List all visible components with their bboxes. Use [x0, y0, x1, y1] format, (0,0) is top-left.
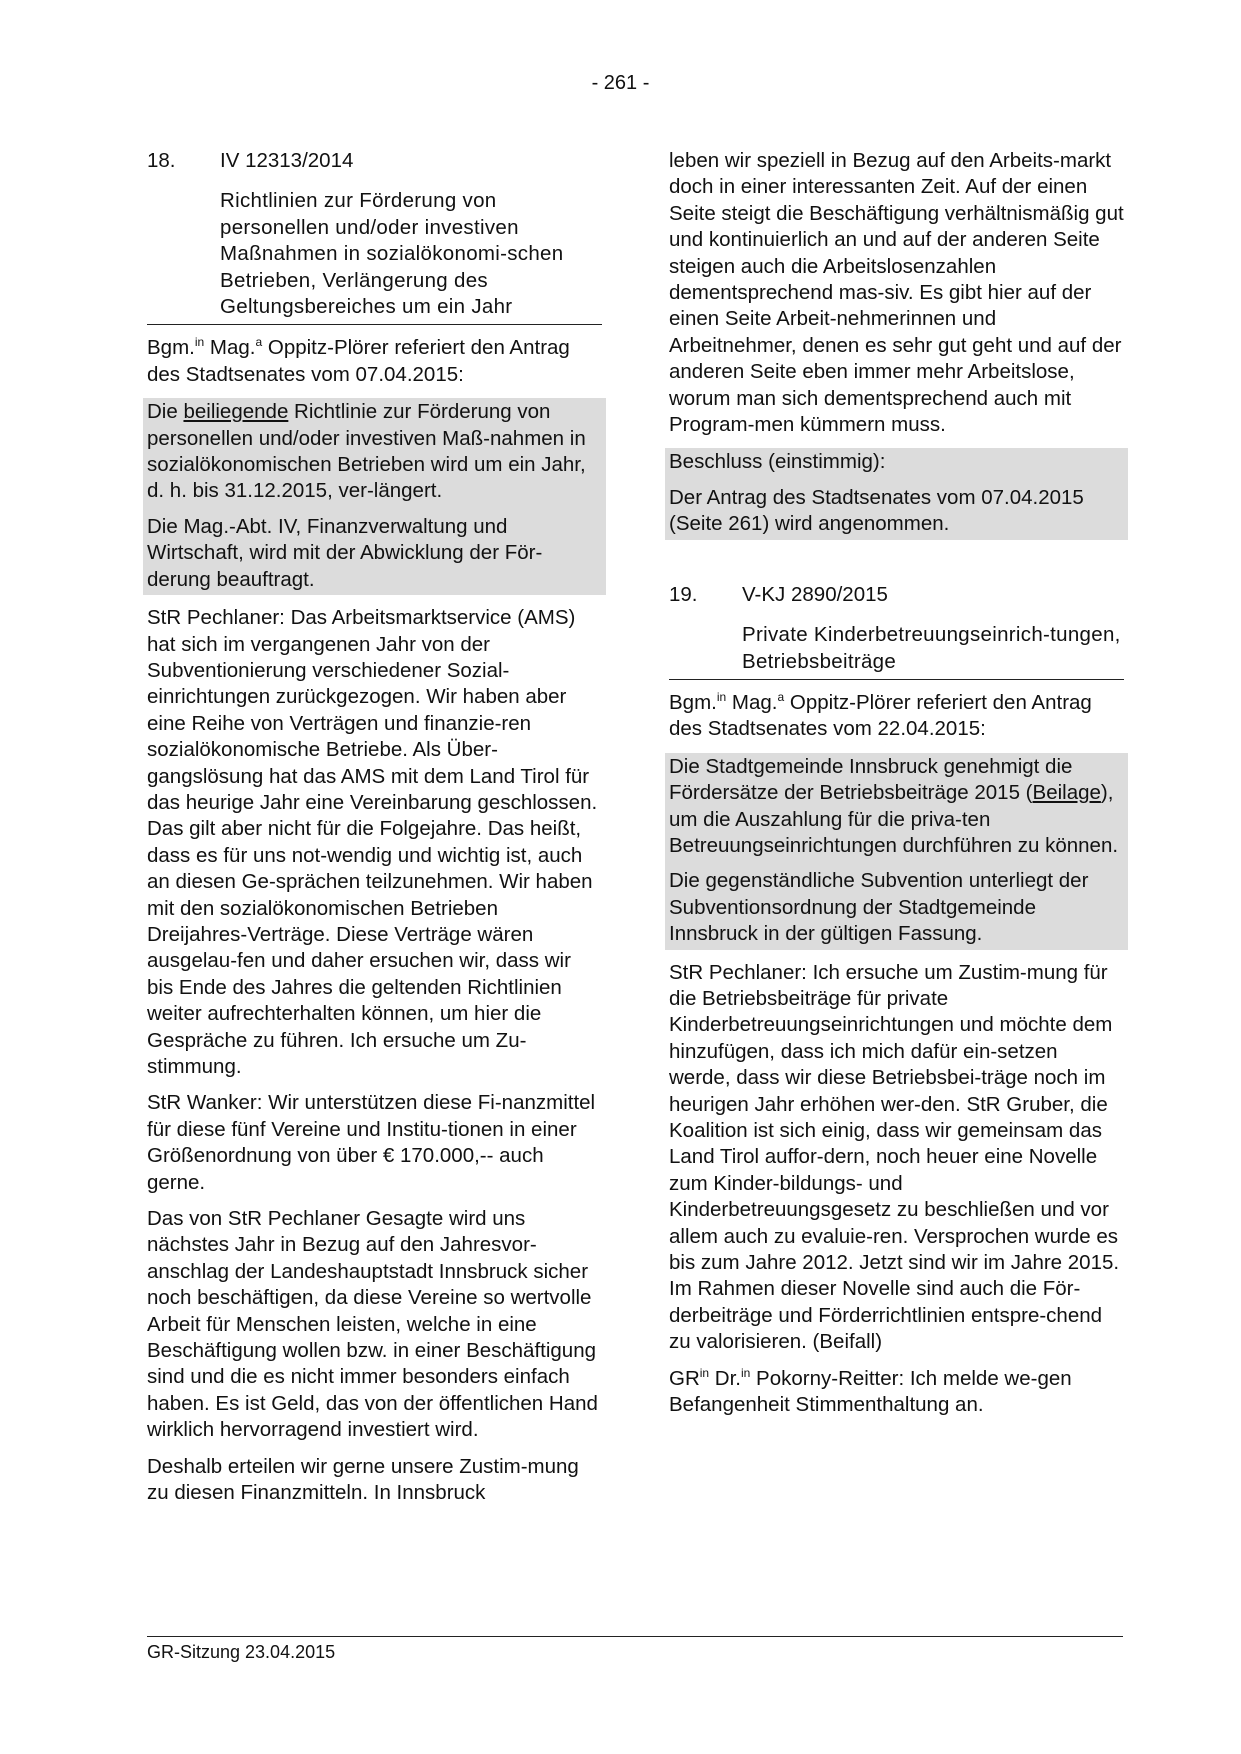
left-column: [147, 148, 602, 1517]
item-19-number: 19.: [669, 582, 698, 606]
item-18-ref: IV 12313/2014: [220, 149, 354, 172]
attachment-link[interactable]: beiliegende: [183, 400, 289, 424]
item-18-intro: Bgm.$^{in}$ Mag.$^a$ Oppitz-Plörer referiert den Antrag des Stadtsenates vom 07.04.2015:: [147, 335, 570, 386]
item-19-title: Private Kinderbetreuungseinrich-tungen, Betriebsbeiträge: [742, 623, 1121, 673]
item-19-divider: [669, 679, 1124, 680]
item-19-speech-pokorny-reitter: $GR^{in}$ Dr.$^{in}$ Pokorny-Reitter: Ich melde we-gen Befangenheit Stimmenthaltung an.: [669, 1365, 1072, 1417]
item-18-speech-wanker-2: Das von StR Pechlaner Gesagte wird uns nächstes Jahr in Bezug auf den Jahresvor-anschlag der Landeshauptstadt Innsbruck sicher noch beschäftigen, da diese Vereine so wertvolle Arbeit für Menschen leisten, welche in eine Beschäftigung wollen bzw. in einer Beschäftigung sind und die es nicht immer besonders einfach haben. Es ist Geld, das von der öffentlichen Hand wirklich hervorragend investiert wird.: [147, 1207, 598, 1442]
item-19-speech-pechlaner: StR Pechlaner: Ich ersuche um Zustim-mung für die Betriebsbeiträge für private Kinderbetreuungseinrichtungen und möchte dem hinzufügen, dass ich mich dafür ein-setzen werde, dass wir diese Betriebsbei-träge noch im heurigen Jahr erhöhen wer-den. StR Gruber, die Koalition ist sich einig, dass wir gemeinsam das Land Tirol auffor-dern, noch heuer eine Novelle zum Kinder-bildungs- und Kinderbetreuungsgesetz zu beschließen und vor allem auch zu evaluie-ren. Versprochen wurde es bis zum Jahre 2012. Jetzt sind wir im Jahre 2015. Im Rahmen dieser Novelle sind auch die För-derbeiträge und Förderrichtlinien entspre-chend zu valorisieren. (Beifall): [669, 960, 1120, 1354]
resolution-label: Beschluss (einstimmig):: [665, 448, 1128, 477]
item-18-speech-wanker-1: StR Wanker: Wir unterstützen diese Fi-nanzmittel für diese fünf Vereine und Institu-tionen in einer Größenordnung von über € 170.000,-- auch gerne.: [147, 1091, 596, 1194]
item-18-number: 18.: [147, 149, 176, 172]
item-19-motion-2: Die gegenständliche Subvention unterliegt der Subventionsordnung der Stadtgemeinde Innsbruck in der gültigen Fassung.: [665, 861, 1128, 949]
item-18-title: Richtlinien zur Förderung von personellen und/oder investiven Maßnahmen in sozialökonomi-schen Betrieben, Verlängerung des Geltungsbereiches um ein Jahr: [220, 189, 564, 319]
item-19-header: [669, 582, 1124, 608]
item-18-resolution-block: [669, 448, 1124, 539]
item-18-motion-1: Die beiliegende Richtlinie zur Förderung von personellen und/oder investiven Maß-nahmen in sozialökonomischen Betrieben wird um ein Jahr, d. h. bis 31.12.2015, ver-längert.: [143, 398, 606, 507]
item-18-divider: [147, 324, 602, 325]
item-18-speech-continued: leben wir speziell in Bezug auf den Arbeits-markt doch in einer interessanten Zeit. Auf der einen Seite steigt die Beschäftigung verhältnismäßig gut und kontinuierlich an und auf der anderen Seite steigen auch die Arbeitslosenzahlen dementsprechend mas-siv. Es gibt hier auf der einen Seite Arbeit-nehmerinnen und Arbeitnehmer, denen es sehr gut geht und auf der anderen Seite eben immer mehr Arbeitslose, worum man sich dementsprechend auch mit Program-men kümmern muss.: [669, 149, 1124, 437]
item-19-motion-block: [669, 753, 1124, 950]
attachment-link[interactable]: Beilage: [1032, 781, 1101, 805]
item-18-header: [147, 148, 602, 174]
item-19-motion-1: Die Stadtgemeinde Innsbruck genehmigt die Fördersätze der Betriebsbeiträge 2015 (Beilage), um die Auszahlung für die priva-ten Betreuungseinrichtungen durchführen zu können.: [665, 753, 1128, 862]
item-18-motion-2: Die Mag.-Abt. IV, Finanzverwaltung und Wirtschaft, wird mit der Abwicklung der För-derung beauftragt.: [143, 507, 606, 595]
item-18-speech-wanker-3: Deshalb erteilen wir gerne unsere Zustim-mung zu diesen Finanzmitteln. In Innsbruck: [147, 1454, 579, 1505]
item-19-intro: Bgm.$^{in}$ Mag.$^a$ Oppitz-Plörer referiert den Antrag des Stadtsenates vom 22.04.2015:: [669, 690, 1092, 741]
resolution-text: Der Antrag des Stadtsenates vom 07.04.2015 (Seite 261) wird angenommen.: [665, 478, 1128, 540]
item-18-motion-block: [147, 398, 602, 595]
footer-session: GR-Sitzung 23.04.2015: [147, 1642, 336, 1662]
right-column: [669, 148, 1124, 1428]
page-number: - 261 -: [591, 72, 650, 94]
footer-divider: [147, 1636, 1123, 1637]
item-18-speech-pechlaner: StR Pechlaner: Das Arbeitsmarktservice (AMS) hat sich im vergangenen Jahr von der Subventionierung verschiedener Sozial-einrichtungen zurückgezogen. Wir haben aber eine Reihe von Verträgen und finanzie-ren sozialökonomische Betriebe. Als Über-gangslösung hat das AMS mit dem Land Tirol für das heurige Jahr eine Vereinbarung geschlossen. Das gilt aber nicht für die Folgejahre. Das heißt, dass es für uns not-wendig und wichtig ist, auch an diesen Ge-sprächen teilzunehmen. Wir haben mit den sozialökonomischen Betrieben Dreijahres-Verträge. Diese Verträge wären ausgelau-fen und daher ersuchen wir, dass wir bis Ende des Jahres die geltenden Richtlinien weiter aufrechterhalten können, um hier die Gespräche zu führen. Ich ersuche um Zu-stimmung.: [147, 606, 598, 1078]
item-19-ref: V-KJ 2890/2015: [742, 582, 888, 606]
